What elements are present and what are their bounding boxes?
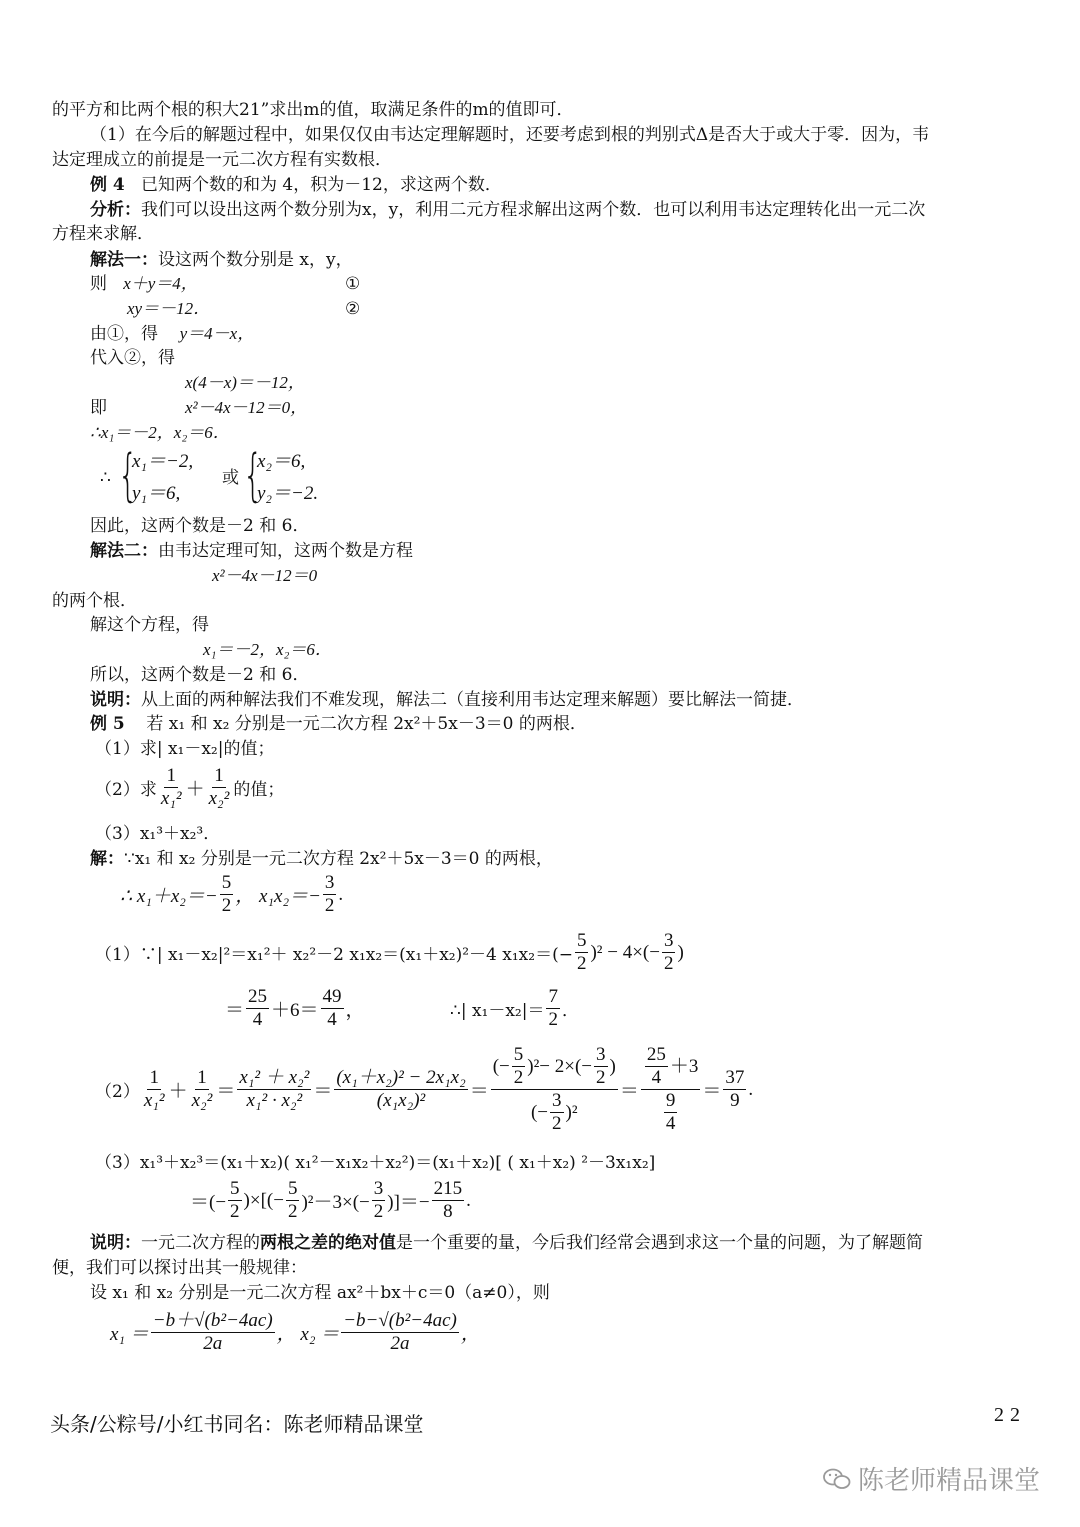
footer-source: 头条/公粽号/小红书同名：陈老师精品课堂 [50, 1412, 424, 1436]
numerator: 5 [230, 1178, 240, 1199]
quadratic-formula [110, 1310, 480, 1355]
roots-2: x₁＝－2，x₂＝6． [203, 640, 332, 659]
step-1 [95, 930, 684, 975]
brace-icon: { [118, 443, 138, 508]
therefore-symbol: ∴ [100, 468, 111, 488]
denominator: 2 [548, 1009, 558, 1030]
note-2 [90, 1231, 923, 1255]
method-text: 由韦达定理可知，这两个数是方程 [158, 541, 413, 561]
fraction [220, 872, 234, 917]
denominator: 2 [513, 1067, 524, 1088]
analysis-text: 我们可以设出这两个数分别为x，y，利用二元方程求解出这两个数．也可以利用韦达定理转化出一元二次 [141, 200, 926, 220]
text-line: 的两个根． [52, 591, 137, 611]
fraction [334, 1067, 467, 1112]
text: . [338, 883, 344, 905]
denominator: x₂² [208, 788, 230, 809]
step-1b [225, 986, 365, 1031]
denominator: x₂² [191, 1090, 213, 1111]
text: )² [565, 1101, 578, 1123]
denominator: 4 [651, 1067, 662, 1088]
then-word: 则 [90, 274, 107, 294]
fraction [372, 1178, 386, 1223]
text-line: （1）在今后的解题过程中，如果仅仅由韦达定理解题时，还要考虑到根的判别式Δ是否大于或大于零．因为，韦 [90, 125, 930, 145]
equation: x＋y＝4， [123, 274, 198, 293]
text: ＝ [225, 1000, 245, 1021]
numerator: x₁² ＋ x₂² [239, 1067, 310, 1088]
denominator: 2 [221, 895, 232, 916]
equation-3: x(4－x)＝－12， [185, 373, 305, 392]
numerator: 1 [149, 1067, 159, 1088]
numerator: 9 [665, 1090, 676, 1111]
roots: ∴x₁＝－2，x₂＝6． [90, 423, 230, 442]
text-line: 的平方和比两个根的积大21”求出m的值，取满足条件的m的值即可． [52, 100, 574, 120]
solution-label: 解： [90, 849, 124, 869]
text: ， [345, 1000, 365, 1021]
text: ) [609, 1055, 616, 1077]
text: ， [460, 1324, 480, 1345]
denominator: 4 [665, 1113, 676, 1134]
method-label: 解法二： [90, 541, 158, 561]
text-line: 达定理成立的前提是一元二次方程有实数根． [52, 150, 392, 170]
ji-word: 即 [90, 398, 107, 418]
example-text: 已知两个数的和为 4，积为－12，求这两个数． [140, 175, 502, 195]
fraction [645, 1044, 668, 1089]
denominator: 2 [230, 1201, 240, 1222]
numerator: (x₁＋x₂)² − 2x₁x₂ [336, 1067, 466, 1088]
wechat-icon [822, 1466, 852, 1492]
text-line: 解这个方程，得 [90, 615, 209, 635]
numerator [641, 1044, 701, 1090]
text: )² [527, 1055, 540, 1077]
denominator: 2 [324, 895, 335, 916]
system-a-line1: x₁＝−2, [132, 451, 194, 472]
conclusion-1: 因此，这两个数是－2 和 6． [90, 516, 310, 536]
operator: ＝ [702, 1081, 722, 1102]
watermark-text: 陈老师精品课堂 [858, 1466, 1041, 1496]
example-text: 若 x₁ 和 x₂ 分别是一元二次方程 2x²＋5x－3＝0 的两根． [146, 714, 587, 734]
fraction [151, 1310, 275, 1355]
fraction [207, 765, 232, 810]
denominator: 9 [730, 1090, 740, 1111]
numerator: 5 [287, 1178, 298, 1199]
fraction [159, 765, 184, 810]
denominator: 2a [203, 1333, 223, 1354]
text: （1）∵| x₁－x₂|²＝x₁²＋ x₂²－2 x₁x₂＝(x₁＋x₂)²－4 x₁x₂＝(− [95, 945, 573, 965]
operator: ＝ [619, 1081, 639, 1102]
denominator: 4 [252, 1009, 263, 1030]
numerator: 1 [197, 1067, 207, 1088]
solution-text: ∵x₁ 和 x₂ 分别是一元二次方程 2x²＋5x－3＝0 的两根， [124, 849, 553, 869]
denominator: x₁² [160, 788, 182, 809]
fraction [512, 1044, 526, 1089]
denominator: 2 [552, 1113, 562, 1134]
text-line: 代入②，得 [90, 348, 175, 368]
example-label: 例 5 [90, 714, 125, 734]
operator: ＝ [313, 1081, 333, 1102]
fraction [190, 1067, 215, 1112]
note-bold: 两根之差的绝对值 [260, 1233, 396, 1253]
denominator: 2a [390, 1333, 410, 1354]
fraction [341, 1310, 459, 1355]
equation-4: x²－4x－12＝0， [185, 398, 308, 417]
numerator: 1 [214, 765, 224, 786]
fraction [323, 872, 337, 917]
fraction [246, 986, 269, 1031]
text: )²－3×(− [301, 1192, 370, 1213]
fraction [550, 1090, 564, 1135]
operator: ＋ [185, 779, 205, 800]
text: ∴| x₁－x₂|＝ [450, 1001, 545, 1021]
text: )]＝− [387, 1192, 430, 1213]
numerator: 5 [576, 930, 587, 951]
operator: ＝ [469, 1081, 489, 1102]
note-label: 说明： [90, 1233, 141, 1253]
watermark [822, 1460, 1040, 1497]
from-eq1 [90, 322, 254, 346]
numerator: 3 [324, 872, 335, 893]
numerator: 37 [725, 1067, 745, 1088]
method-2 [90, 539, 413, 563]
numerator: 25 [646, 1044, 666, 1065]
text: ， x₁x₂＝− [235, 886, 321, 907]
circle-1: ① [345, 274, 361, 294]
step-3: （3）x₁³＋x₂³＝(x₁＋x₂)( x₁²－x₁x₂＋x₂²)＝(x₁＋x₂)[ ( x₁＋x₂) ²－3x₁x₂] [95, 1153, 656, 1173]
question-3: （3）x₁³＋x₂³． [95, 824, 221, 844]
fraction [662, 1090, 680, 1135]
vieta-line [120, 872, 343, 917]
conclusion-2: 所以，这两个数是－2 和 6． [90, 665, 310, 685]
fraction [228, 1178, 242, 1223]
analysis-label: 分析： [90, 200, 141, 220]
equation: y＝4－x， [179, 324, 255, 343]
numerator: −b−√(b²−4ac) [343, 1310, 457, 1331]
denominator: 2 [663, 953, 674, 974]
denominator: 2 [373, 1201, 384, 1222]
system-a-line2: y₁＝6, [132, 483, 181, 504]
text: )² − 4×(− [590, 941, 660, 963]
numerator: 3 [552, 1090, 562, 1111]
fraction [237, 1067, 311, 1112]
text: 由①，得 [90, 324, 158, 344]
text: （2）求 [95, 780, 157, 800]
text-line: 便，我们可以探讨出其一般规律： [52, 1258, 307, 1278]
numerator: 3 [596, 1044, 606, 1065]
fraction [142, 1067, 167, 1112]
text: ， x₂ ＝ [276, 1324, 340, 1345]
note-text: 是一个重要的量，今后我们经常会遇到求这一个量的问题，为了解题简 [396, 1233, 923, 1253]
note-1 [90, 688, 804, 712]
general-setup: 设 x₁ 和 x₂ 分别是一元二次方程 ax²＋bx＋c＝0（a≠0），则 [90, 1283, 550, 1303]
question-1: （1）求| x₁－x₂|的值； [95, 739, 275, 759]
equation-2: xy＝－12． [127, 299, 211, 318]
text: （2） [95, 1082, 140, 1102]
text: ) [677, 941, 684, 963]
text: x₁ ＝ [110, 1324, 149, 1345]
system-b-line1: x₂＝6, [257, 451, 306, 472]
text: ＝(− [190, 1192, 227, 1213]
text: − 2×(− [539, 1055, 593, 1077]
fraction [594, 1044, 608, 1089]
text: . [748, 1078, 754, 1100]
denominator: 4 [327, 1009, 337, 1030]
numerator: 5 [221, 872, 232, 893]
method-1 [90, 248, 353, 272]
fraction [286, 1178, 300, 1223]
or-word: 或 [222, 468, 239, 488]
denominator [529, 1090, 580, 1135]
numerator: 3 [373, 1178, 384, 1199]
text: . [466, 1189, 471, 1211]
denominator: x₁² [143, 1090, 165, 1111]
text-line: 方程来求解． [52, 224, 154, 244]
numerator: 7 [548, 986, 558, 1007]
analysis [90, 198, 925, 222]
text: ∴ x₁＋x₂＝− [120, 886, 218, 907]
equation-5: x²－4x－12＝0 [212, 566, 318, 585]
method-label: 解法一： [90, 250, 158, 270]
numerator [491, 1044, 618, 1090]
denominator: 2 [576, 953, 587, 974]
numerator: 25 [248, 986, 268, 1007]
page-number: 22 [994, 1404, 1026, 1426]
text: ＋3 [669, 1055, 699, 1077]
numerator: 5 [513, 1044, 524, 1065]
step-2 [95, 1044, 753, 1135]
note-label: 说明： [90, 690, 141, 710]
example-5 [90, 712, 587, 736]
operator: ＋ [168, 1081, 188, 1102]
denominator: 2 [596, 1067, 606, 1088]
fraction [432, 1178, 465, 1223]
denominator: (x₁x₂)² [376, 1090, 426, 1111]
method-text: 设这两个数分别是 x，y， [158, 250, 353, 270]
fraction [662, 930, 676, 975]
text: )×[(− [243, 1189, 284, 1211]
equation-1 [90, 272, 198, 296]
text: (− [492, 1055, 510, 1077]
circle-2: ② [345, 299, 361, 319]
text: ＋6＝ [271, 1000, 319, 1021]
numerator: 49 [322, 986, 342, 1007]
text: ． [561, 1001, 579, 1021]
text: 的值； [233, 780, 285, 800]
solution [90, 847, 553, 871]
fraction [641, 1044, 701, 1135]
numerator: 1 [166, 765, 176, 786]
question-2 [95, 765, 284, 810]
brace-icon: { [243, 443, 263, 508]
fraction [546, 986, 560, 1031]
system-b-line2: y₂＝−2. [257, 483, 319, 504]
denominator: 2 [287, 1201, 298, 1222]
step-3b [190, 1178, 471, 1223]
example-4 [90, 173, 502, 197]
note-text: 一元二次方程的 [141, 1233, 260, 1253]
operator: ＝ [216, 1081, 236, 1102]
numerator: 3 [663, 930, 674, 951]
fraction [723, 1067, 746, 1112]
denominator: 8 [443, 1201, 453, 1222]
denominator: x₁² · x₂² [246, 1090, 303, 1111]
example-label: 例 4 [90, 175, 125, 195]
text: (− [530, 1101, 549, 1123]
fraction [321, 986, 344, 1031]
step-1c [450, 986, 579, 1031]
numerator: −b＋√(b²−4ac) [152, 1310, 273, 1331]
numerator: 215 [433, 1178, 463, 1199]
fraction [491, 1044, 618, 1135]
note-text: 从上面的两种解法我们不难发现，解法二（直接利用韦达定理来解题）要比解法一简捷． [141, 690, 804, 710]
fraction [575, 930, 589, 975]
